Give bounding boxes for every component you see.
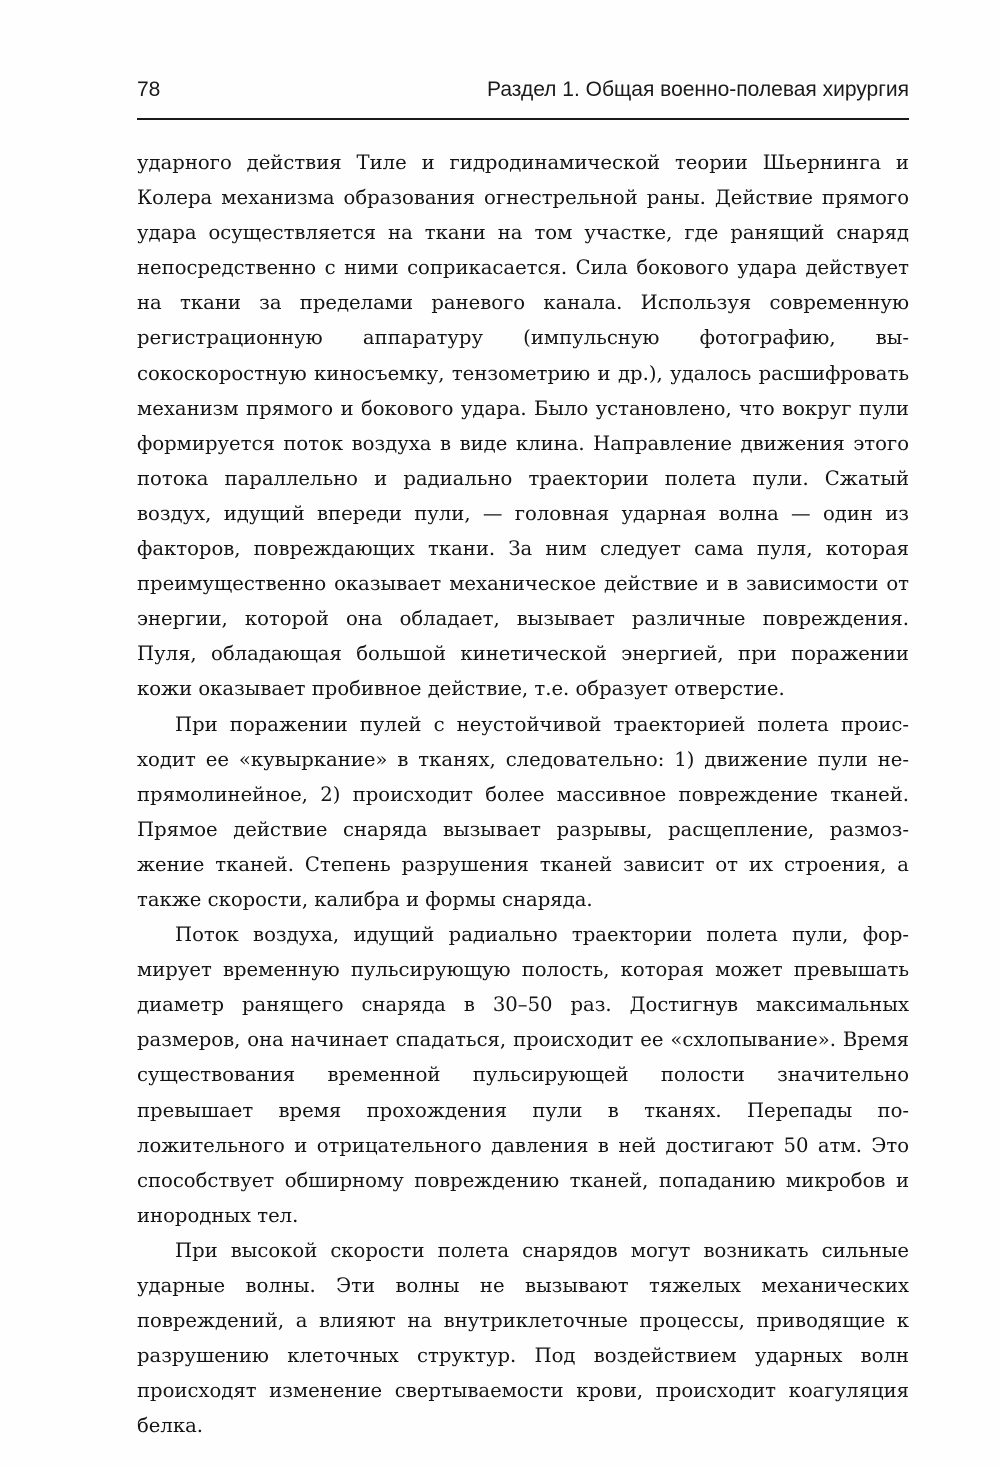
body-text — [137, 145, 909, 1443]
running-head — [137, 78, 909, 110]
paragraph-1: ударного действия Тиле и гидродинамической теории Шьернинга и Колера механизма образования огнестрельной раны. Действие прямого удара осуществляется на ткани на том участке, где ранящий снаряд непосредственно с ними соприкасается. Сила бокового удара действует на ткани за пределами раневого канала. Используя современную регистрационную аппаратуру (импульсную фотографию, высокоскоростную киносъемку, тензометрию и др.), удалось расшифровать механизм прямого и бокового удара. Было установлено, что вокруг пули формируется поток воздуха в виде клина. Направление движения этого потока параллельно и радиально траектории полета пули. Сжатый воздух, идущий впереди пули, — головная ударная волна — один из факторов, повреждающих ткани. За ним следует сама пуля, которая преимущественно оказывает механическое действие и в зависимости от энергии, которой она обладает, вызывает различные повреждения. Пуля, обладающая большой кинетической энергией, при поражении кожи оказывает пробивное действие, т.е. образует отверстие. — [137, 151, 909, 701]
header-rule — [137, 118, 909, 120]
page-number: 78 — [137, 78, 161, 101]
paragraph-4: При высокой скорости полета снарядов могут возникать сильные ударные волны. Эти волны не вызывают тяжелых механических повреждений, а влияют на внутриклеточные процессы, приводящие к разрушению клеточных структур. Под воздействием ударных волн происходят изменение свертываемости крови, происходит коагуляция белка. — [137, 1238, 909, 1438]
section-title: Раздел 1. Общая военно-полевая хирургия — [487, 78, 909, 101]
paragraph-3: Поток воздуха, идущий радиально траектории полета пули, формирует временную пульсирующую полость, которая может превышать диаметр ранящего снаряда в 30–50 раз. Достигнув максимальных размеров, она начинает спадаться, происходит ее «схлопывание». Время существования временной пульсирующей полости значительно превышает время прохождения пули в тканях. Перепады положительного и отрицательного давления в ней достигают 50 атм. Это способствует обширному повреждению тканей, попаданию микробов и инородных тел. — [137, 923, 909, 1227]
paragraph-2: При поражении пулей с неустойчивой траекторией полета происходит ее «кувыркание» в тканях, следовательно: 1) движение пули непрямолинейное, 2) происходит более массивное повреждение тканей. Прямое действие снаряда вызывает разрывы, расщепление, размозжение тканей. Степень разрушения тканей зависит от их строения, а также скорости, калибра и формы снаряда. — [137, 712, 909, 911]
